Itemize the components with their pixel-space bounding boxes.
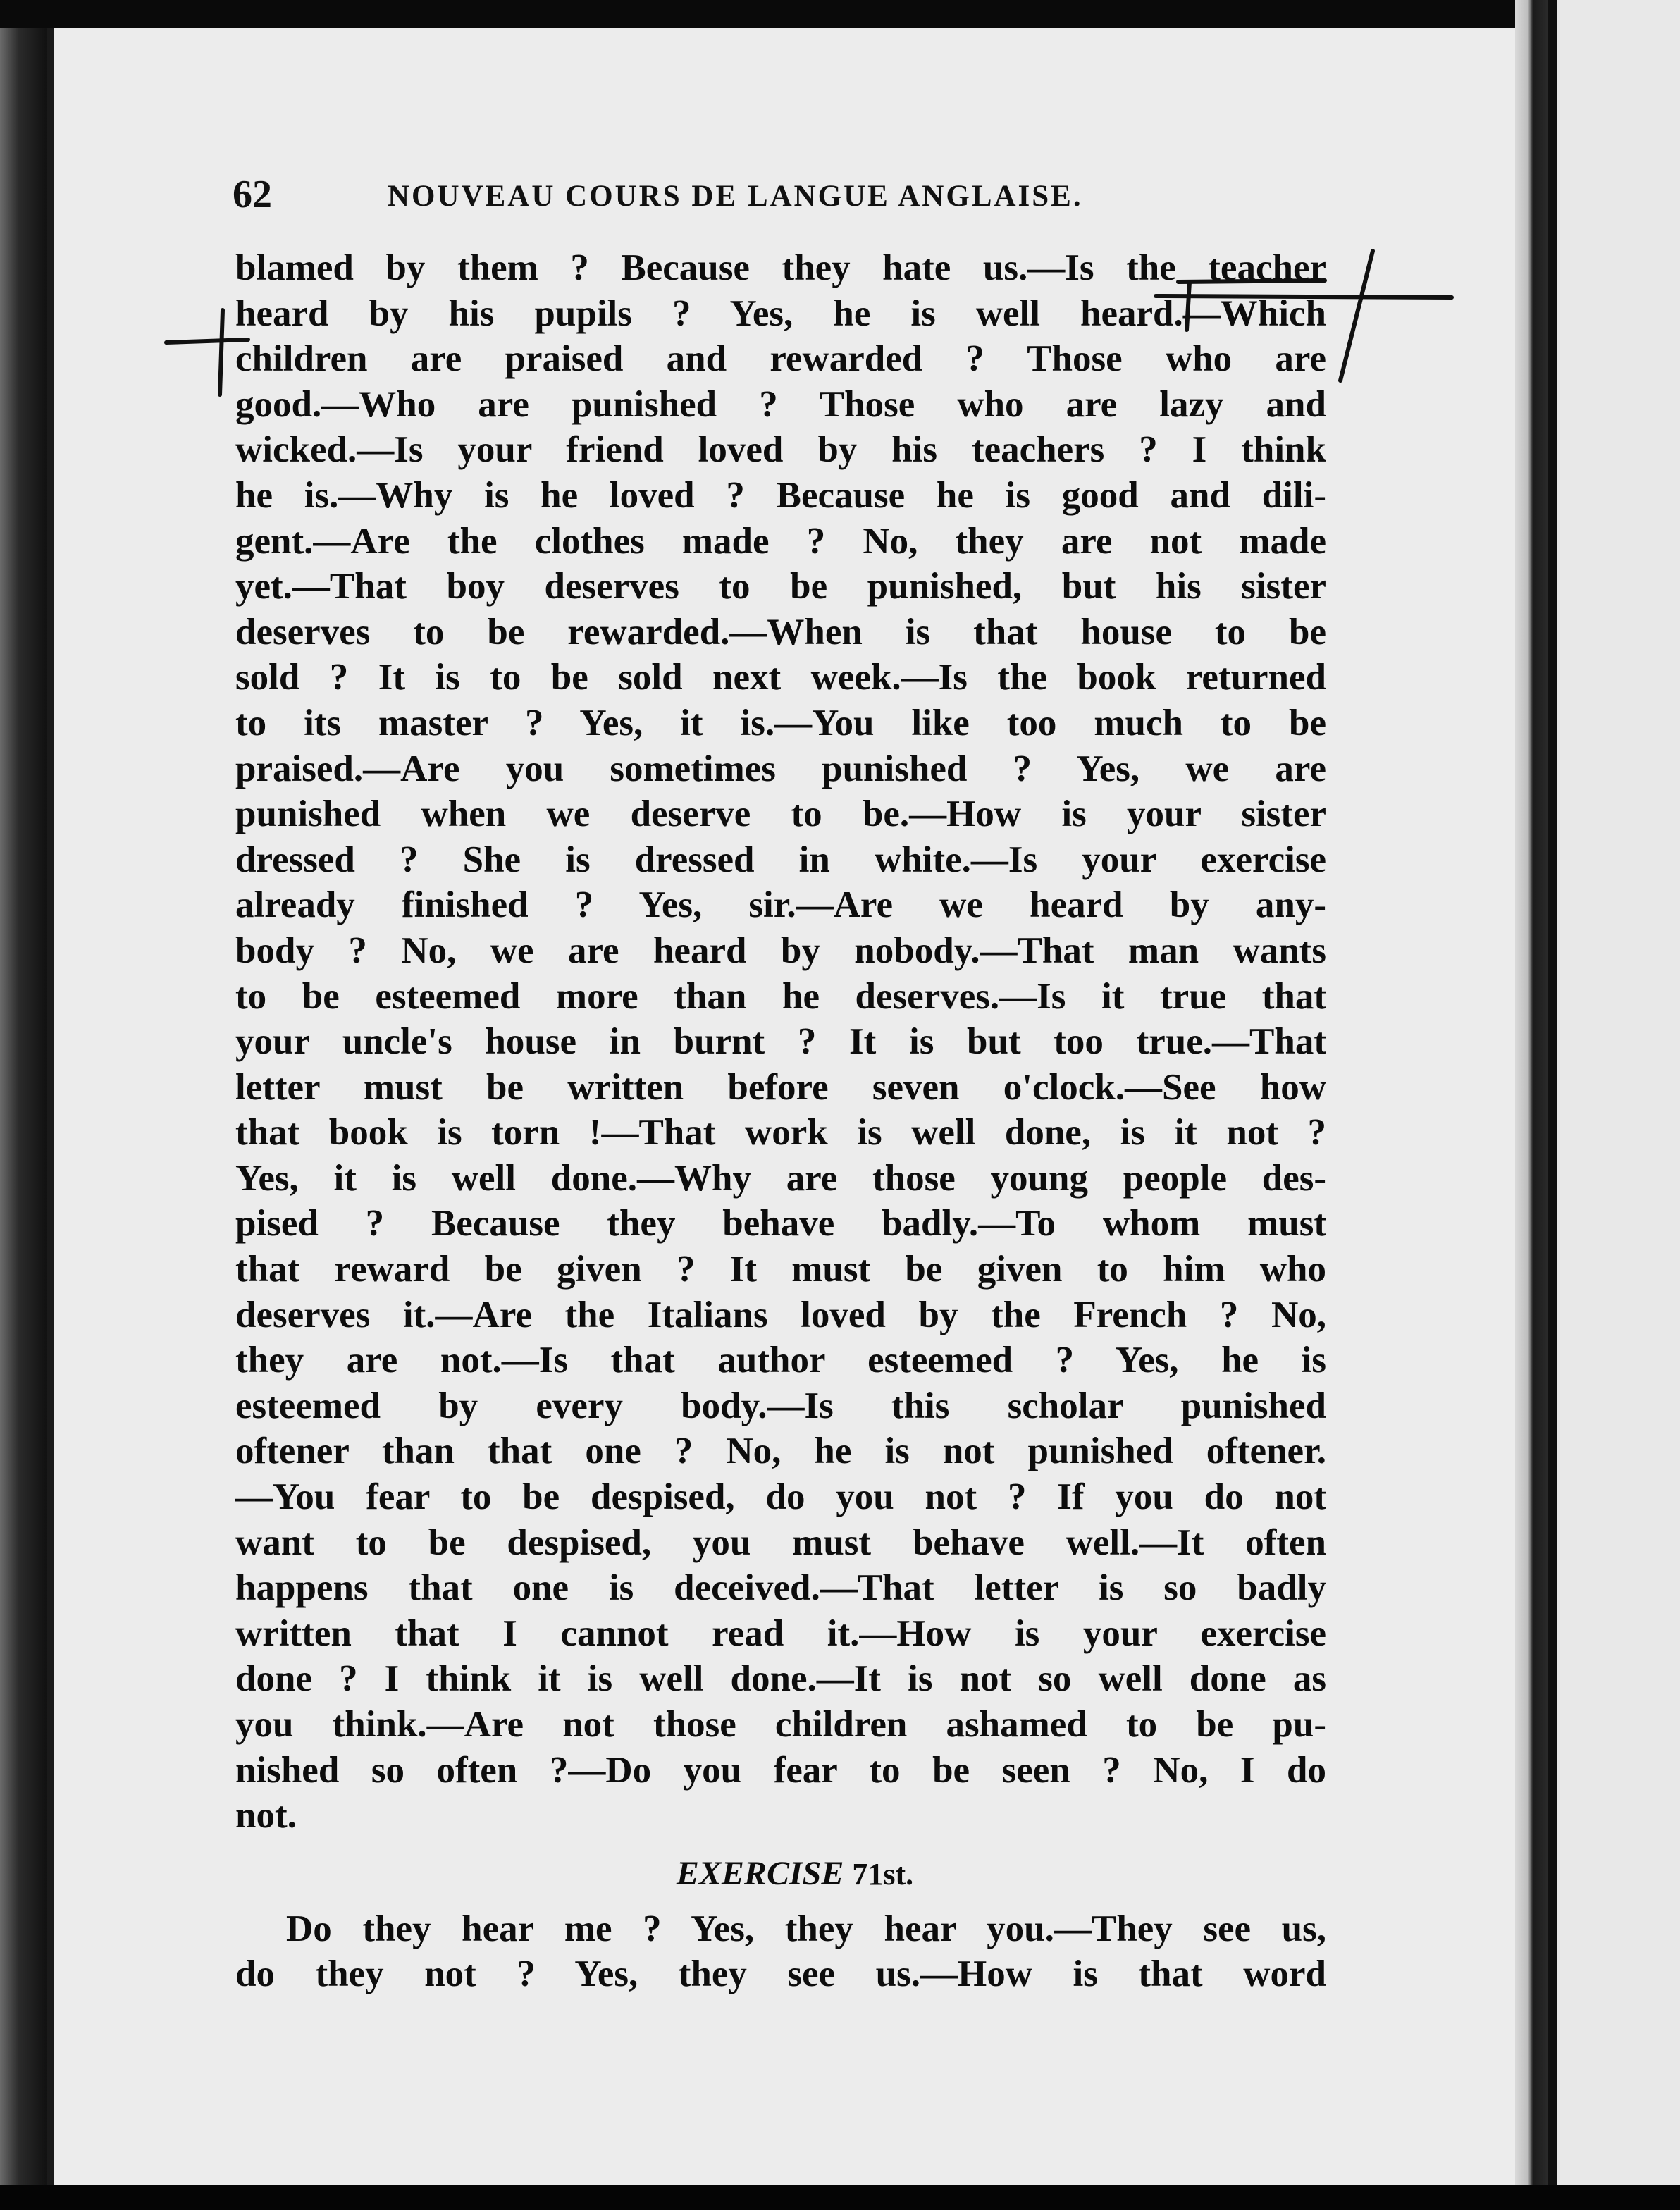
exercise-line: Do they hear me ? Yes, they hear you.—They see us, <box>286 1908 1326 1949</box>
text-line: yet.—That boy deserves to be punished, but his sister <box>235 566 1326 607</box>
text-line: he is.—Why is he loved ? Because he is good and dili- <box>235 474 1326 516</box>
text-line: —You fear to be despised, do you not ? If you do not <box>235 1476 1326 1518</box>
book-edge-left <box>0 0 47 2210</box>
running-title: NOUVEAU COURS DE LANGUE ANGLAISE. <box>388 180 1083 213</box>
text-line: heard by his pupils ? Yes, he is well heard.—Which <box>235 292 1326 334</box>
exercise-line: do they not ? Yes, they see us.—How is that word <box>235 1953 1326 1995</box>
exercise-title: EXERCISE <box>676 1854 844 1892</box>
text-line: deserves to be rewarded.—When is that house to be <box>235 611 1326 653</box>
text-line: done ? I think it is well done.—It is not so well done as <box>235 1658 1326 1700</box>
text-line: deserves it.—Are the Italians loved by the French ? No, <box>235 1294 1326 1335</box>
text-line: good.—Who are punished ? Those who are lazy and <box>235 383 1326 425</box>
text-line: dressed ? She is dressed in white.—Is your exercise <box>235 839 1326 880</box>
text-line: already finished ? Yes, sir.—Are we heard by any- <box>235 884 1326 926</box>
text-line: esteemed by every body.—Is this scholar punished <box>235 1385 1326 1426</box>
scan-border-top <box>0 0 1680 28</box>
text-line: that reward be given ? It must be given to him who <box>235 1249 1326 1290</box>
text-line: pised ? Because they behave badly.—To whom must <box>235 1203 1326 1245</box>
text-line: sold ? It is to be sold next week.—Is the book returned <box>235 657 1326 698</box>
text-line: gent.—Are the clothes made ? No, they are not made <box>235 520 1326 562</box>
text-line: oftener than that one ? No, he is not punished oftener. <box>235 1431 1326 1472</box>
text-line: children are praised and rewarded ? Those who are <box>235 338 1326 380</box>
text-line: nished so often ?—Do you fear to be seen ? No, I do <box>235 1749 1326 1791</box>
page-number: 62 <box>233 173 272 216</box>
text-line: Yes, it is well done.—Why are those young people des- <box>235 1157 1326 1199</box>
text-line: that book is torn !—That work is well done, is it not ? <box>235 1112 1326 1154</box>
text-line: to its master ? Yes, it is.—You like too much to be <box>235 702 1326 743</box>
text-line: praised.—Are you sometimes punished ? Yes, we are <box>235 748 1326 789</box>
body-text <box>235 245 1326 1997</box>
text-line: you think.—Are not those children ashamed to be pu- <box>235 1704 1326 1745</box>
facing-page-edge <box>1548 0 1680 2210</box>
text-line: they are not.—Is that author esteemed ? Yes, he is <box>235 1340 1326 1381</box>
text-line: letter must be written before seven o'clock.—See how <box>235 1066 1326 1108</box>
text-line: body ? No, we are heard by nobody.—That man wants <box>235 930 1326 971</box>
scan-border-bottom <box>0 2185 1680 2210</box>
text-line: happens that one is deceived.—That letter is so badly <box>235 1567 1326 1609</box>
page-fold <box>1515 0 1548 2210</box>
text-line: your uncle's house in burnt ? It is but too true.—That <box>235 1021 1326 1063</box>
text-line: not. <box>235 1795 297 1836</box>
text-line: blamed by them ? Because they hate us.—Is the teacher <box>235 247 1326 288</box>
text-line: to be esteemed more than he deserves.—Is it true that <box>235 975 1326 1017</box>
text-line: want to be despised, you must behave well.—It often <box>235 1521 1326 1563</box>
text-line: wicked.—Is your friend loved by his teachers ? I think <box>235 429 1326 471</box>
exercise-number: 71st. <box>852 1856 914 1891</box>
text-line: punished when we deserve to be.—How is your sister <box>235 794 1326 835</box>
exercise-heading <box>235 1839 1326 1906</box>
text-line: written that I cannot read it.—How is your exercise <box>235 1612 1326 1654</box>
running-head <box>233 172 1332 221</box>
